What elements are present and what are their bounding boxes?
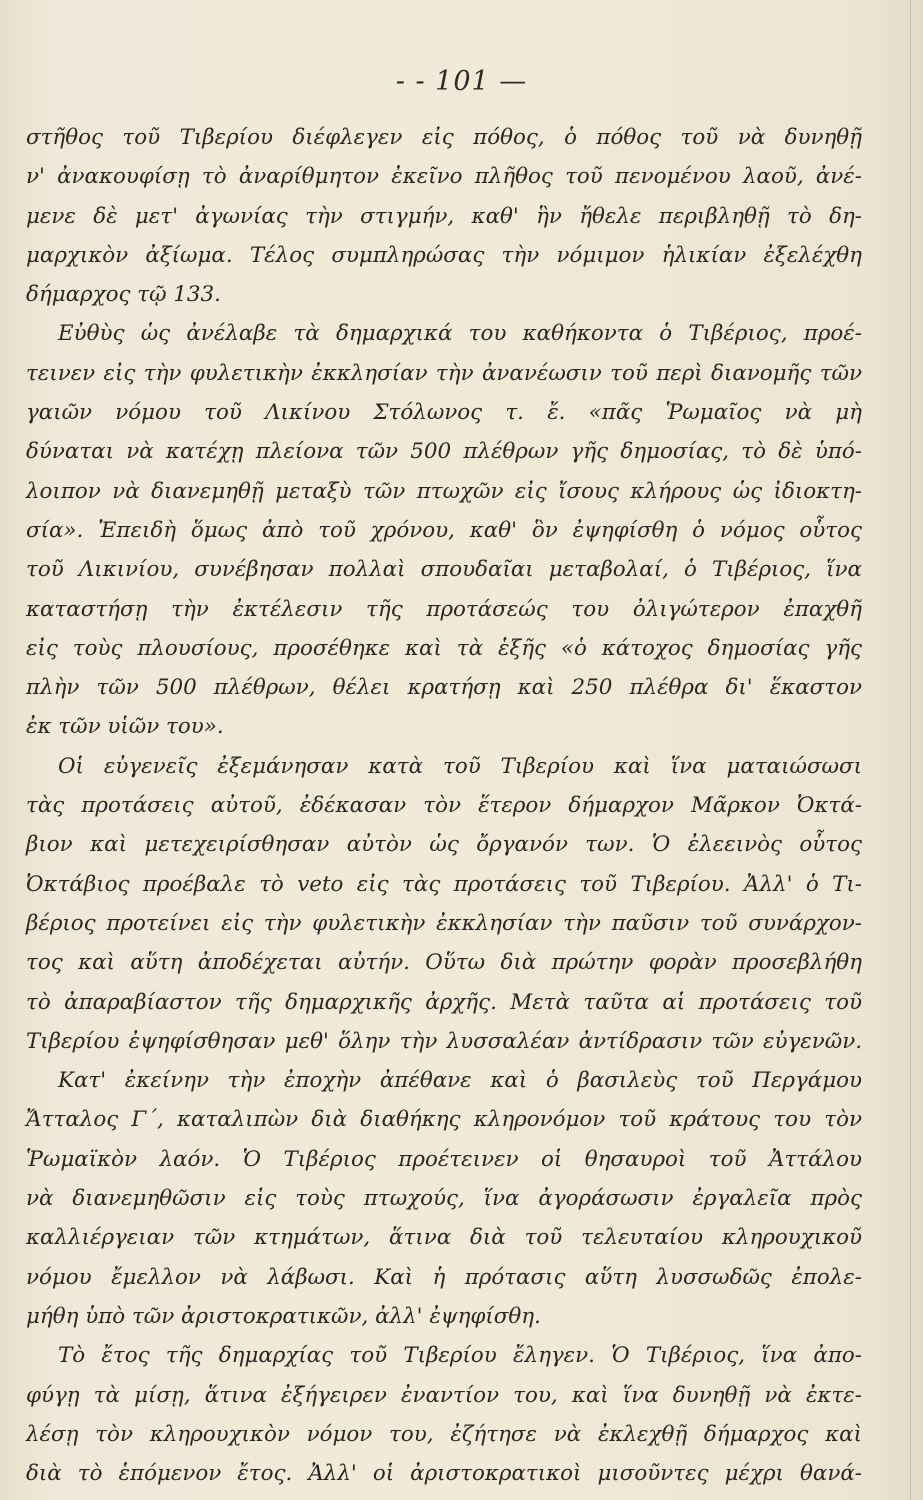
text-line: μενε δὲ μετ' ἀγωνίας τὴν στιγμήν, καθ' ἣν ἤθελε περιβληθῇ τὸ δη-	[26, 203, 862, 229]
text-line: διὰ τὸ ἑπόμενον ἔτος. Ἀλλ' οἱ ἀριστοκρατικοὶ μισοῦντες μέχρι θανά-	[26, 1461, 862, 1487]
text-line: καταστήσῃ τὴν ἐκτέλεσιν τῆς προτάσεώς του ὀλιγώτερον ἐπαχθῆ	[26, 596, 862, 622]
text-line: δύναται νὰ κατέχῃ πλείονα τῶν 500 πλέθρων γῆς δημοσίας, τὸ δὲ ὑπό-	[26, 439, 862, 465]
text-line: τὸ ἀπαραβίαστον τῆς δημαρχικῆς ἀρχῆς. Μετὰ ταῦτα αἱ προτάσεις τοῦ	[26, 989, 862, 1015]
text-line: στῆθος τοῦ Τιβερίου διέφλεγεν εἰς πόθος, ὁ πόθος τοῦ νὰ δυνηθῇ	[26, 125, 862, 150]
text-line: μαρχικὸν ἀξίωμα. Τέλος συμπληρώσας τὴν νόμιμον ἡλικίαν ἐξελέχθη	[26, 242, 862, 268]
text-line: εἰς τοὺς πλουσίους, προσέθηκε καὶ τὰ ἑξῆς «ὁ κάτοχος δημοσίας γῆς	[26, 635, 862, 661]
page-number: - - 101 —	[395, 66, 528, 97]
text-line: Τιβερίου ἐψηφίσθησαν μεθ' ὅλην τὴν λυσσαλέαν ἀντίδρασιν τῶν εὐγενῶν.	[26, 1028, 862, 1054]
text-line: Ἄτταλος Γ΄, καταλιπὼν διὰ διαθήκης κληρονόμον τοῦ κράτους του τὸν	[26, 1107, 862, 1133]
text-line: Ῥωμαϊκὸν λαόν. Ὁ Τιβέριος προέτεινεν οἱ θησαυροὶ τοῦ Ἀττάλου	[26, 1146, 862, 1172]
text-line: βέριος προτείνει εἰς τὴν φυλετικὴν ἐκκλησίαν τὴν παῦσιν τοῦ συνάρχον-	[26, 910, 862, 936]
text-line: βιον καὶ μετεχειρίσθησαν αὐτὸν ὡς ὄργανόν των. Ὁ ἐλεεινὸς οὗτος	[26, 832, 862, 858]
text-line: ἐκ τῶν υἱῶν του».	[26, 714, 224, 740]
text-line: τεινεν εἰς τὴν φυλετικὴν ἐκκλησίαν τὴν ἀνανέωσιν τοῦ περὶ διανομῆς τῶν	[26, 360, 862, 386]
text-line: δήμαρχος τῷ 133.	[26, 282, 221, 308]
text-line: νὰ διανεμηθῶσιν εἰς τοὺς πτωχούς, ἵνα ἀγοράσωσιν ἐργαλεῖα πρὸς	[26, 1186, 862, 1212]
text-line: τος καὶ αὕτη ἀποδέχεται αὐτήν. Οὕτω διὰ πρώτην φορὰν προσεβλήθη	[26, 950, 862, 976]
text-line: φύγῃ τὰ μίσῃ, ἅτινα ἐξήγειρεν ἐναντίον του, καὶ ἵνα δυνηθῇ νὰ ἐκτε-	[26, 1382, 862, 1408]
text-line: γαιῶν νόμου τοῦ Λικίνου Στόλωνος τ. ἔ. «πᾶς Ῥωμαῖος νὰ μὴ	[26, 400, 862, 426]
text-line: Ὀκτάβιος προέβαλε τὸ veto εἰς τὰς προτάσεις τοῦ Τιβερίου. Ἀλλ' ὁ Τι-	[26, 871, 862, 897]
text-line: τὰς προτάσεις αὐτοῦ, ἐδέκασαν τὸν ἕτερον δήμαρχον Μᾶρκον Ὀκτά-	[26, 793, 862, 819]
text-line: Εὐθὺς ὡς ἀνέλαβε τὰ δημαρχικά του καθήκοντα ὁ Τιβέριος, προέ-	[58, 321, 862, 347]
text-line: τοῦ Λικινίου, συνέβησαν πολλαὶ σπουδαῖαι μεταβολαί, ὁ Τιβέριος, ἵνα	[26, 557, 862, 583]
body-text	[26, 118, 862, 1493]
text-line: λοιπον νὰ διανεμηθῇ μεταξὺ τῶν πτωχῶν εἰς ἴσους κλήρους ὡς ἰδιοκτη-	[26, 478, 862, 504]
page-edge	[910, 0, 911, 1500]
text-line: Κατ' ἐκείνην τὴν ἐποχὴν ἀπέθανε καὶ ὁ βασιλεὺς τοῦ Περγάμου	[58, 1068, 862, 1094]
text-line: πλὴν τῶν 500 πλέθρων, θέλει κρατήσῃ καὶ 250 πλέθρα δι' ἕκαστον	[26, 675, 862, 701]
text-line: Τὸ ἔτος τῆς δημαρχίας τοῦ Τιβερίου ἔληγεν. Ὁ Τιβέριος, ἵνα ἀπο-	[58, 1343, 862, 1369]
text-line: καλλιέργειαν τῶν κτημάτων, ἅτινα διὰ τοῦ τελευταίου κληρουχικοῦ	[26, 1225, 862, 1251]
text-line: λέσῃ τὸν κληρουχικὸν νόμον του, ἐζήτησε νὰ ἐκλεχθῇ δήμαρχος καὶ	[26, 1421, 862, 1447]
text-line: σία». Ἐπειδὴ ὅμως ἀπὸ τοῦ χρόνου, καθ' ὃν ἐψηφίσθη ὁ νόμος οὗτος	[26, 517, 862, 543]
text-line: νόμου ἔμελλον νὰ λάβωσι. Καὶ ἡ πρότασις αὕτη λυσσωδῶς ἐπολε-	[26, 1264, 862, 1290]
text-line: ν' ἀνακουφίσῃ τὸ ἀναρίθμητον ἐκεῖνο πλῆθος τοῦ πενομένου λαοῦ, ἀνέ-	[26, 164, 862, 190]
text-line: Οἱ εὐγενεῖς ἐξεμάνησαν κατὰ τοῦ Τιβερίου καὶ ἵνα ματαιώσωσι	[58, 753, 862, 779]
text-line: μήθη ὑπὸ τῶν ἀριστοκρατικῶν, ἀλλ' ἐψηφίσθη.	[26, 1303, 541, 1329]
